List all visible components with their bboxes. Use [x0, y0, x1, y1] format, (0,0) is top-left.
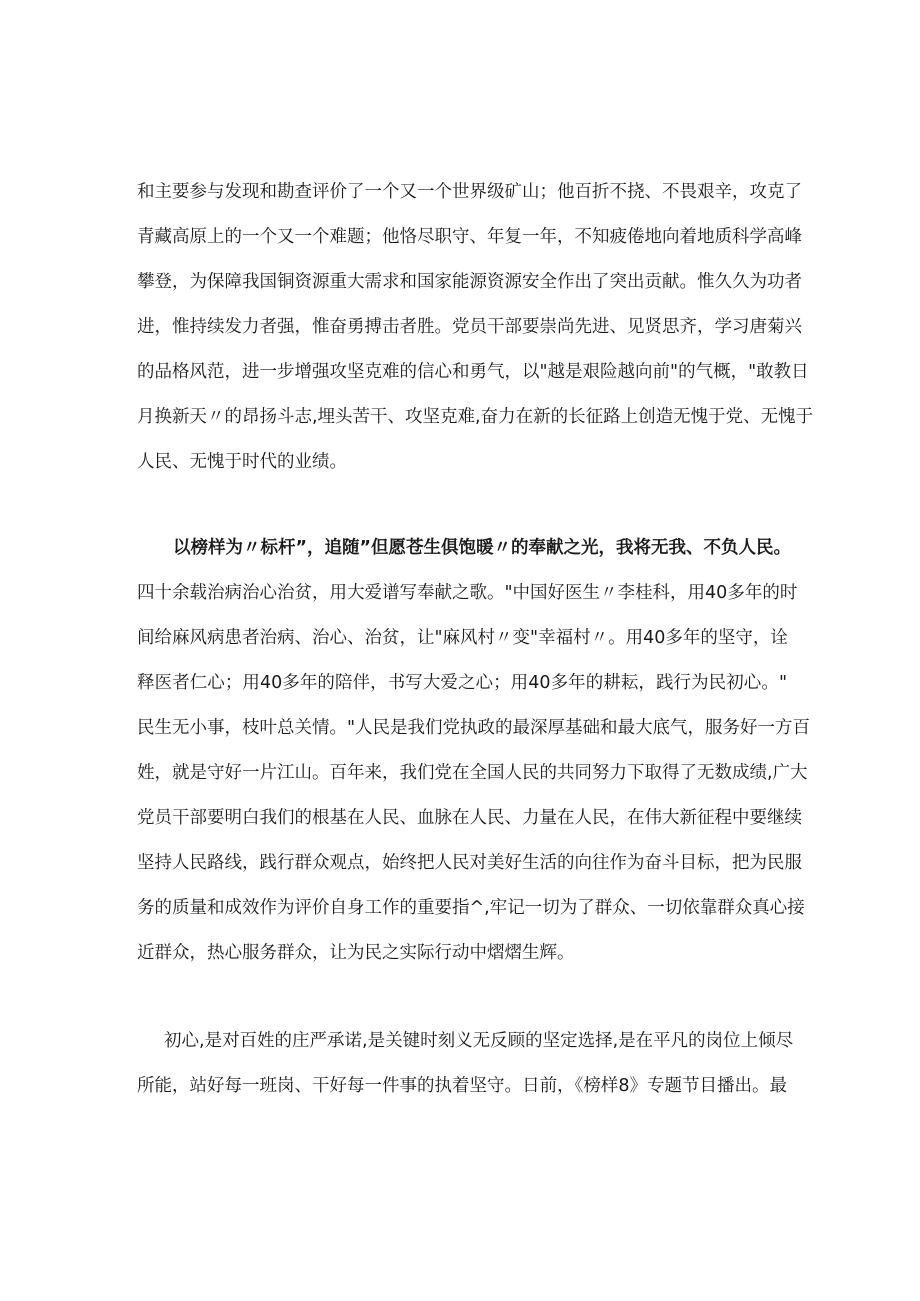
- paragraph-3: [137, 1019, 794, 1109]
- text-line: 四十余载治病治心治贫，用大爱谱写奉献之歌。"中国好医生〃李桂科，用40多年的时: [137, 583, 798, 603]
- text-line: 和主要参与发现和勘查评价了一个又一个世界级矿山；他百折不挠、不畏艰辛，攻克了: [137, 182, 802, 202]
- section-heading: 以榜样为〃标杆”，追随”但愿苍生俱饱暖〃的奉献之光，我将无我、不负人民。: [173, 538, 792, 558]
- text-line: 间给麻风病患者治病、治心、治贫，让"麻风村〃变"幸福村〃。用40多年的坚守，诠: [137, 628, 788, 648]
- text-line: 进，惟持续发力者强，惟奋勇搏击者胜。党员干部要崇尚先进、见贤思齐，学习唐菊兴: [137, 317, 802, 337]
- text-line: 的品格风范，进一步增强攻坚克难的信心和勇气，以"越是艰险越向前"的气概，"敢教日: [137, 362, 809, 382]
- text-line: 党员干部要明白我们的根基在人民、血脉在人民、力量在人民，在伟大新征程中要继续: [137, 808, 802, 828]
- text-line: 释医者仁心；用40多年的陪伴，书写大爱之心；用40多年的耕耘，践行为民初心。": [137, 673, 787, 693]
- paragraph-1: [137, 170, 814, 485]
- text-line: 攀登，为保障我国铜资源重大需求和国家能源资源安全作出了突出贡献。惟久久为功者: [137, 272, 802, 292]
- text-line: 所能，站好每一班岗、干好每一件事的执着坚守。日前，《榜样8》专题节目播出。最: [137, 1076, 787, 1096]
- text-line: 人民、无愧于时代的业绩。: [137, 452, 347, 472]
- text-line: 务的质量和成效作为评价自身工作的重要指^,牢记一切为了群众、一切依靠群众真心接: [137, 898, 805, 918]
- text-line: 姓，就是守好一片江山。百年来，我们党在全国人民的共同努力下取得了无数成绩,广大: [137, 763, 808, 783]
- text-line: 青藏高原上的一个又一个难题；他恪尽职守、年复一年，不知疲倦地向着地质科学高峰: [137, 227, 802, 247]
- text-line: 民生无小事，枝叶总关情。"人民是我们党执政的最深厚基础和最大底气，服务好一方百: [137, 718, 811, 738]
- text-line: 月换新天〃的昂扬斗志,埋头苦干、攻坚克难,奋力在新的长征路上创造无愧于党、无愧于: [137, 407, 814, 427]
- text-line: 近群众，热心服务群众，让为民之实际行动中熠熠生辉。: [137, 943, 575, 963]
- paragraph-2: [137, 526, 811, 976]
- text-line: 坚持人民路线，践行群众观点，始终把人民对美好生活的向往作为奋斗目标，把为民服: [137, 853, 802, 873]
- text-line: 初心,是对百姓的庄严承诺,是关键时刻义无反顾的坚定选择,是在平凡的岗位上倾尽: [164, 1031, 794, 1051]
